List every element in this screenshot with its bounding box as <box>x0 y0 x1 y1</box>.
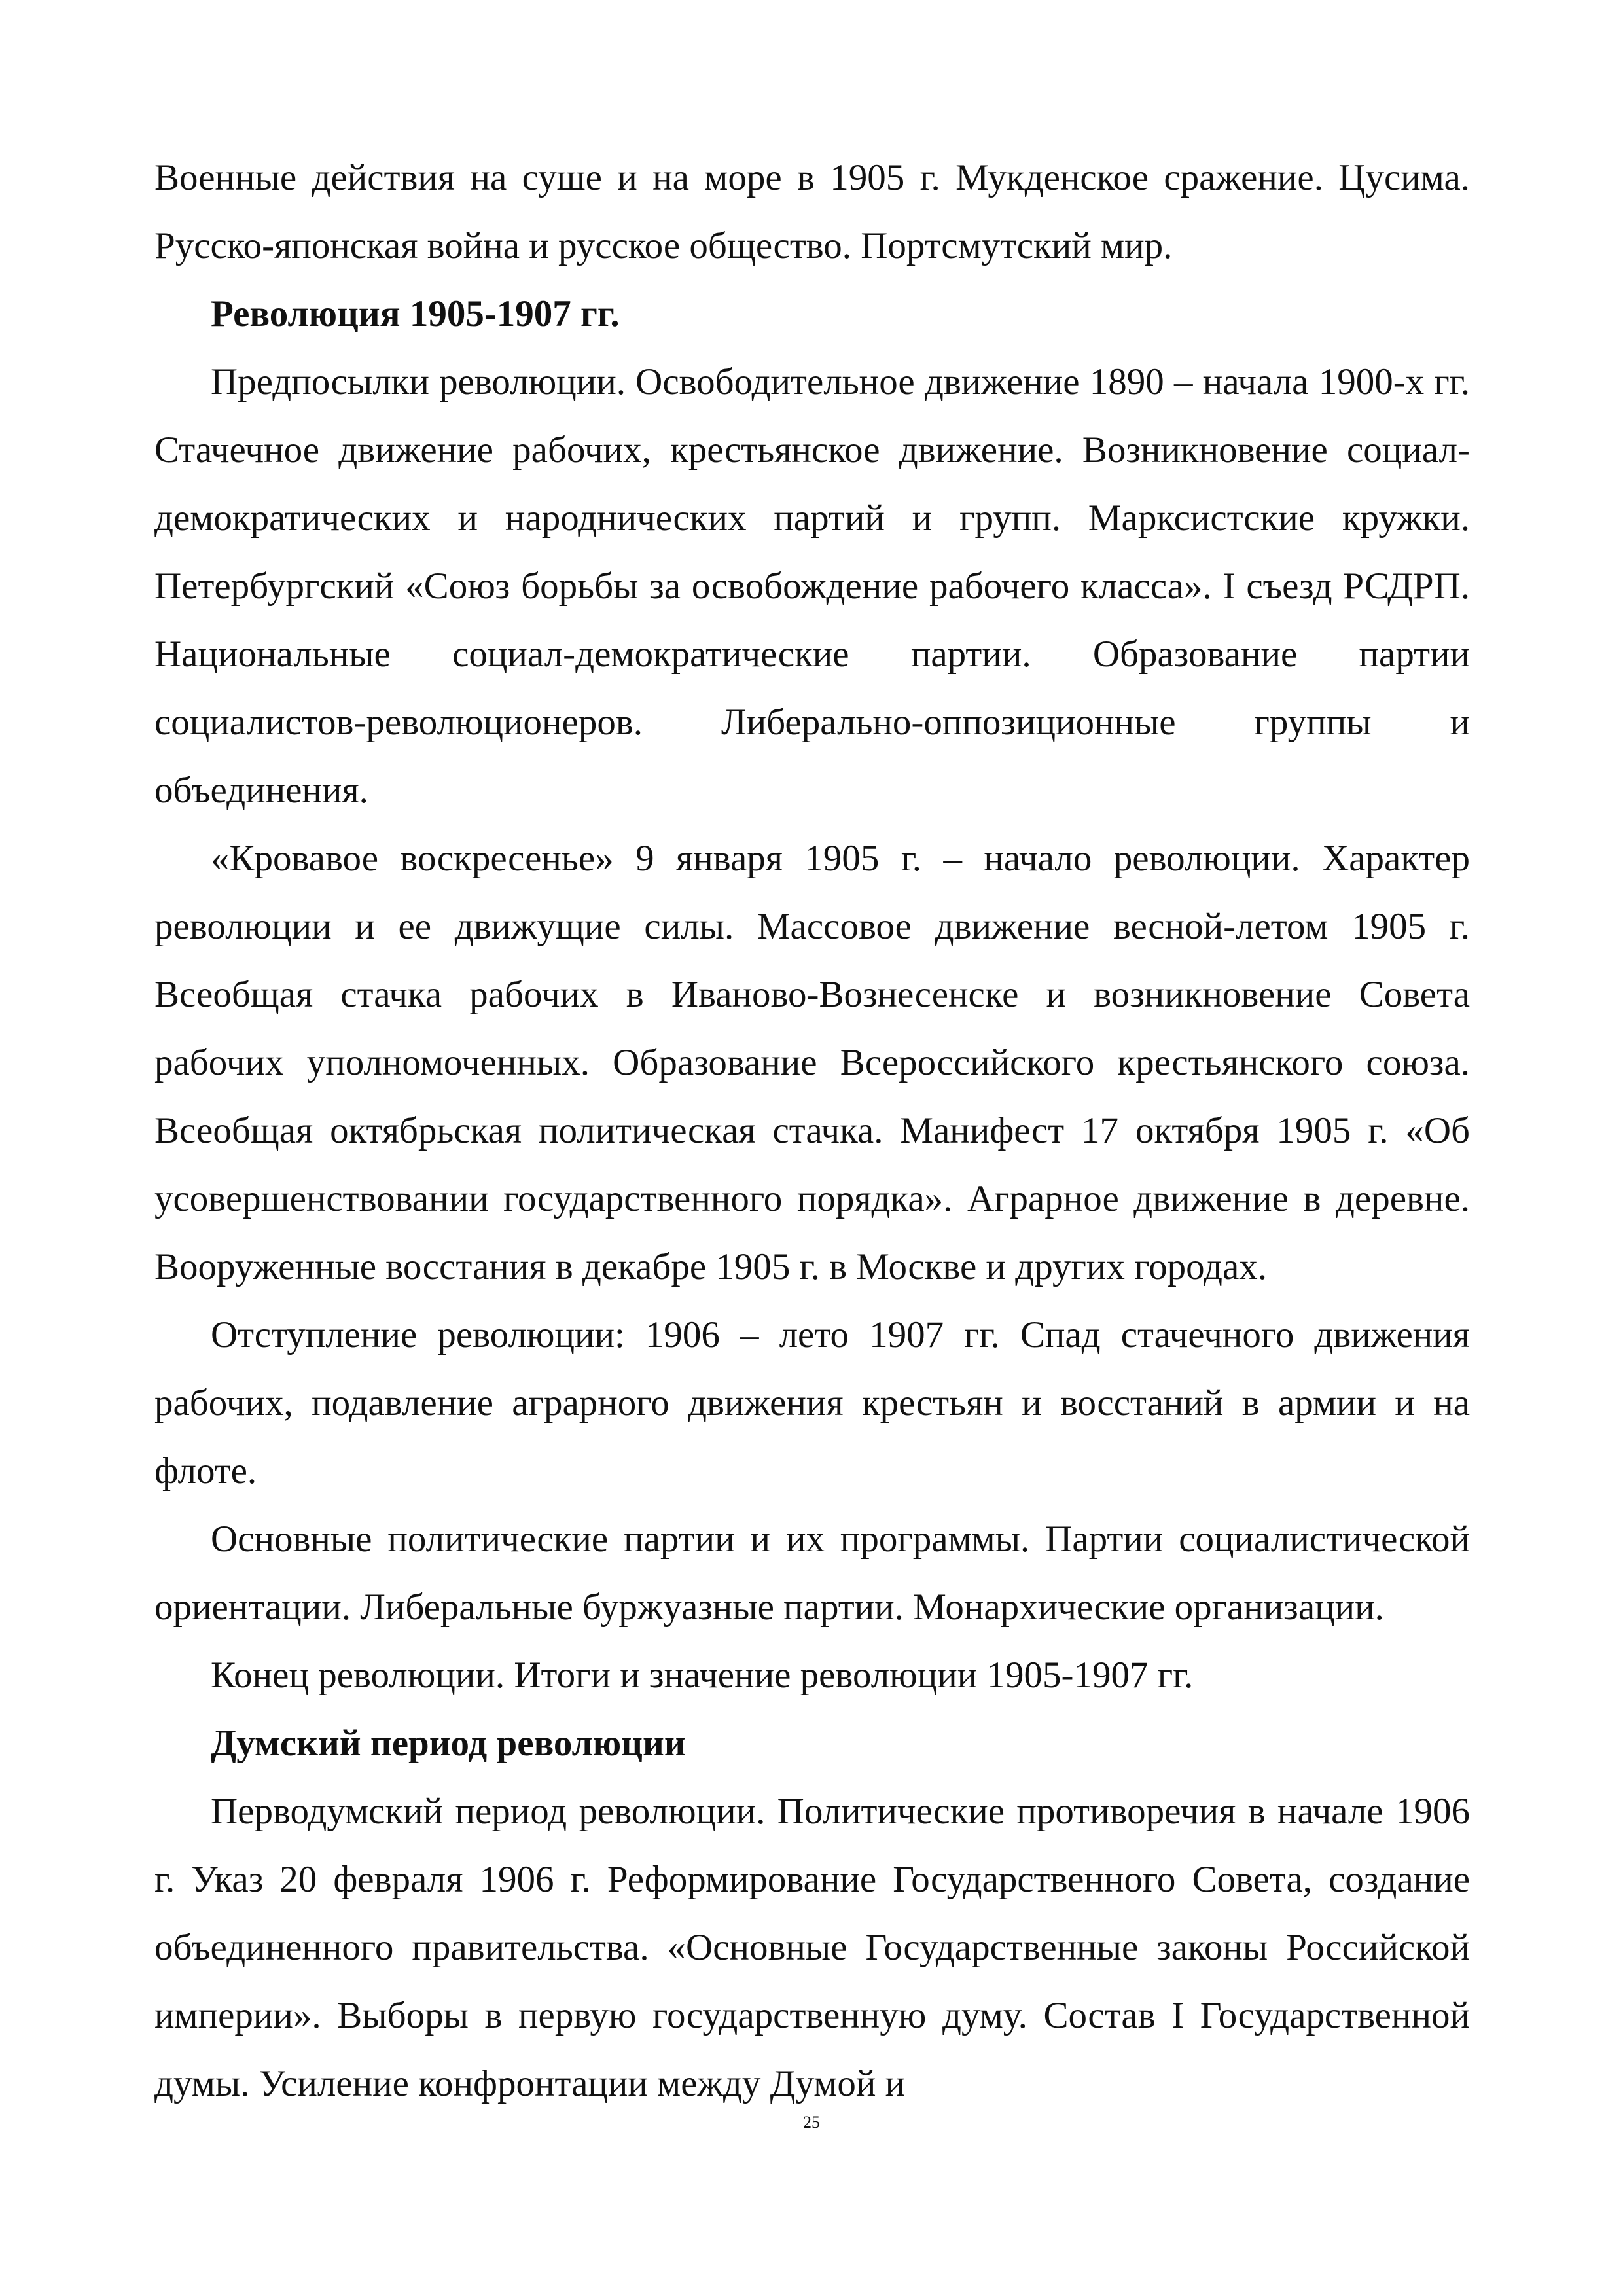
paragraph-military-actions-1905: Военные действия на суше и на море в 1905 г. Мукденское сражение. Цусима. Русско-японская война и русское общество. Портсмутский мир. <box>154 157 1470 266</box>
paragraph-revolution-end: Конец революции. Итоги и значение революции 1905-1907 гг. <box>211 1655 1194 1696</box>
paragraph-revolution-prerequisites: Предпосылки революции. Освободительное движение 1890 – начала 1900-х гг. Стачечное движение рабочих, крестьянское движение. Возникновение социал-демократических и народнических партий и групп. Марксистские кружки. Петербургский «Союз борьбы за освобождение рабочего класса». I съезд РСДРП. Национальные социал-демократические партии. Образование партии социалистов-революционеров. Либерально-оппозиционные группы и объединения. <box>154 361 1470 811</box>
paragraph-pre-duma-period: Перводумский период революции. Политические противоречия в начале 1906 г. Указ 20 февраля 1906 г. Реформирование Государственного Совета, создание объединенного правительства. «Основные Государственные законы Российской империи». Выборы в первую государственную думу. Состав I Государственной думы. Усиление конфронтации между Думой и <box>154 1791 1470 2104</box>
heading-revolution-1905-1907: Революция 1905-1907 гг. <box>211 293 620 334</box>
document-page <box>154 144 1470 2118</box>
page-number: 25 <box>803 2113 820 2132</box>
paragraph-bloody-sunday: «Кровавое воскресенье» 9 января 1905 г. – начало революции. Характер революции и ее движущие силы. Массовое движение весной-летом 1905 г. Всеобщая стачка рабочих в Иваново-Вознесенске и возникновение Совета рабочих уполномоченных. Образование Всероссийского крестьянского союза. Всеобщая октябрьская политическая стачка. Манифест 17 октября 1905 г. «Об усовершенствовании государственного порядка». Аграрное движение в деревне. Вооруженные восстания в декабре 1905 г. в Москве и других городах. <box>154 838 1470 1287</box>
heading-duma-period: Думский период революции <box>211 1723 686 1764</box>
paragraph-political-parties: Основные политические партии и их программы. Партии социалистической ориентации. Либеральные буржуазные партии. Монархические организации. <box>154 1518 1470 1628</box>
paragraph-revolution-retreat: Отступление революции: 1906 – лето 1907 гг. Спад стачечного движения рабочих, подавление аграрного движения крестьян и восстаний в армии и на флоте. <box>154 1314 1470 1492</box>
